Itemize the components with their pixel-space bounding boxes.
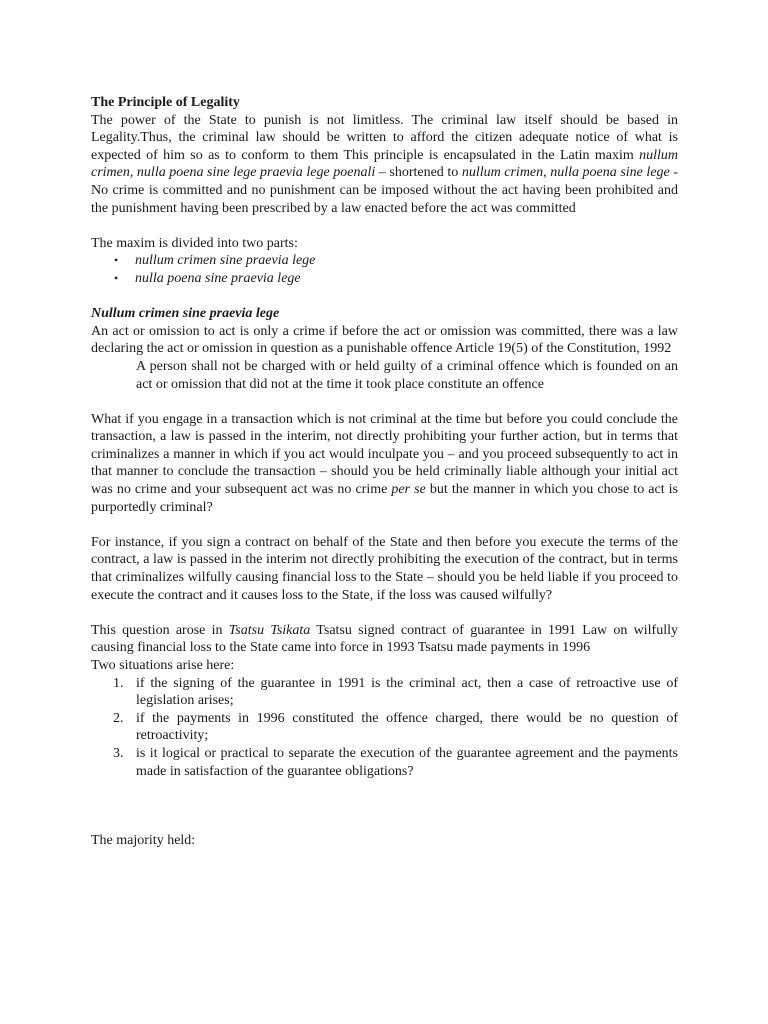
- case-paragraph: [91, 622, 678, 657]
- section-paragraph: An act or omission to act is only a crime if before the act or omission was committed, there was a law declaring the act or omission in question as a punishable offence Article 19(5) of the Constitution, 1992: [91, 323, 678, 357]
- document-page: [91, 94, 678, 850]
- case-text-1: This question arose in: [91, 622, 229, 638]
- situations-list: [91, 675, 678, 781]
- bullet-icon: •: [114, 253, 119, 268]
- question-text-2: but the manner in which you chose to act is purportedly criminal?: [91, 482, 678, 515]
- question-paragraph: [91, 411, 678, 517]
- per-se-italic: per se: [391, 482, 426, 498]
- question-text-1: What if you engage in a transaction which is not criminal at the time but before you could conclude the transaction, a law is passed in the interim, not directly prohibiting your further action, but in terms that criminalizes a manner in which if you act would inculpate you – and you proceed subsequently to act in that manner to conclude the transaction – should you be held criminally liable although your initial act was no crime and your subsequent act was no crime: [91, 411, 678, 498]
- list-item: [91, 675, 678, 710]
- maxim-parts-intro: The maxim is divided into two parts:: [91, 235, 298, 251]
- bullet-icon: •: [114, 270, 119, 285]
- list-number: 1.: [113, 675, 124, 691]
- intro-text-2: – shortened to: [375, 165, 462, 181]
- situations-intro: Two situations arise here:: [91, 658, 235, 673]
- majority-heading: The majority held:: [91, 833, 196, 849]
- list-item-text: is it logical or practical to separate the execution of the guarantee agreement and the payments made in satisfaction of the guarantee obligations?: [136, 745, 678, 779]
- maxim-full: nullum crimen, nulla poena sine lege praevia lege poenali: [91, 147, 678, 181]
- list-item: [91, 270, 678, 288]
- maxim-parts-list: [91, 252, 678, 287]
- intro-text-1: The power of the State to punish is not limitless. The criminal law itself should be based in Legality.Thus, the criminal law should be written to afford the citizen adequate notice of what is expected of him so as to conform to them This principle is encapsulated in the Latin maxim: [91, 112, 678, 163]
- constitution-quote: A person shall not be charged with or held guilty of a criminal offence which is founded on an act or omission that did not at the time it took place constitute an offence: [136, 358, 678, 392]
- example-paragraph: For instance, if you sign a contract on behalf of the State and then before you execute the terms of the contract, a law is passed in the interim not directly prohibiting the execution of the contract, but in terms that criminalizes wilfully causing financial loss to the State – should you be held liable if you proceed to execute the contract and it causes loss to the State, if the loss was caused wilfully?: [91, 534, 678, 603]
- list-item-text: nullum crimen sine praevia lege: [135, 253, 316, 269]
- list-item-text: nulla poena sine praevia lege: [135, 270, 301, 286]
- case-text-2: Tsatsu signed contract of guarantee in 1991 Law on wilfully causing financial loss to the State came into force in 1993 Tsatsu made payments in 1996: [91, 622, 679, 656]
- intro-text-3: - No crime is committed and no punishment can be imposed without the act having been prohibited and the punishment having been prescribed by a law enacted before the act was committed: [91, 165, 678, 216]
- list-number: 3.: [113, 745, 124, 761]
- list-item: [91, 710, 678, 745]
- list-item-text: if the payments in 1996 constituted the offence charged, there would be no question of retroactivity;: [136, 710, 678, 744]
- list-number: 2.: [113, 710, 124, 726]
- document-title: The Principle of Legality: [91, 95, 240, 110]
- section-heading: Nullum crimen sine praevia lege: [91, 306, 280, 322]
- maxim-short: nullum crimen, nulla poena sine lege: [461, 165, 670, 181]
- list-item: [91, 252, 678, 270]
- intro-paragraph: [91, 112, 678, 218]
- list-item-text: if the signing of the guarantee in 1991 is the criminal act, then a case of retroactive use of legislation arises;: [136, 675, 678, 709]
- case-name: Tsatsu Tsikata: [228, 622, 311, 638]
- list-item: [91, 745, 678, 780]
